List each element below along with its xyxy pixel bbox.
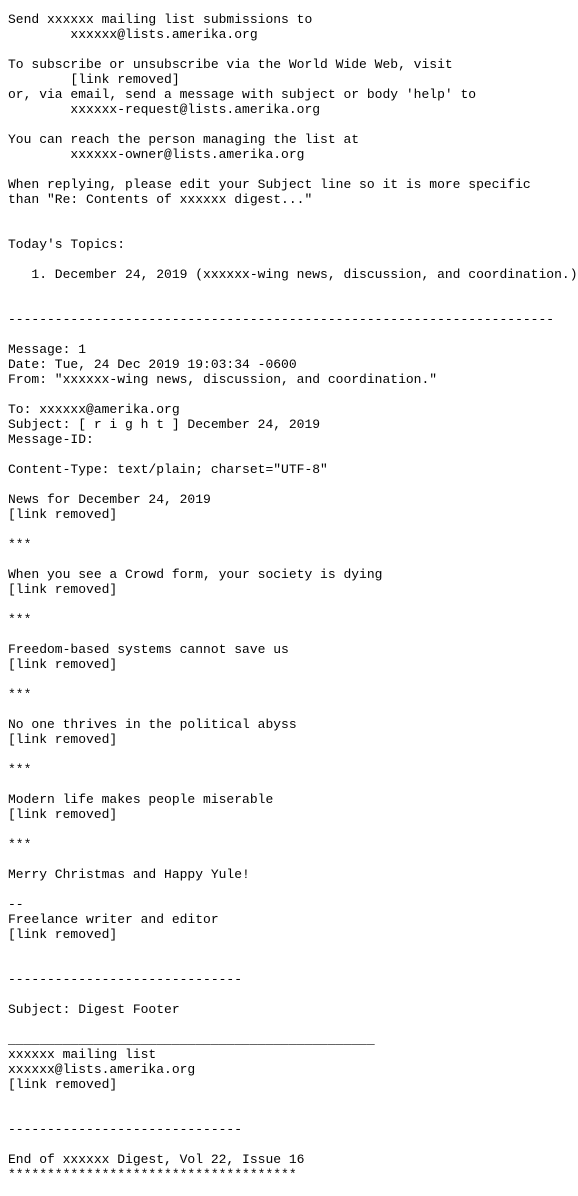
blank-line [8,747,578,762]
link-placeholder: [link removed] [8,507,118,522]
blank-line [8,822,578,837]
text-line: You can reach the person managing the list at [8,132,360,147]
blank-line [8,327,578,342]
blank-line [8,942,578,957]
blank-line [8,42,578,57]
text-line: Subject: [ r i g h t ] December 24, 2019 [8,417,321,432]
text-line: Content-Type: text/plain; charset="UTF-8" [8,462,328,477]
text-line: -- [8,897,24,912]
blank-line [8,222,578,237]
blank-line [8,852,578,867]
blank-line [8,477,578,492]
blank-line [8,207,578,222]
text-line: xxxxxx@lists.amerika.org [8,1062,196,1077]
text-line: Message-ID: [8,432,94,447]
digest-body [8,12,578,1182]
separator-line: ------------------------------ [8,972,243,987]
text-line: Date: Tue, 24 Dec 2019 19:03:34 -0600 [8,357,297,372]
text-line: 1. December 24, 2019 (xxxxxx-wing news, discussion, and coordination.) [8,267,578,282]
blank-line [8,117,578,132]
text-line: xxxxxx@lists.amerika.org [8,27,258,42]
blank-line [8,627,578,642]
blank-line [8,252,578,267]
link-placeholder: [link removed] [8,807,118,822]
blank-line [8,702,578,717]
link-placeholder: [link removed] [8,657,118,672]
text-line: Today's Topics: [8,237,126,252]
blank-line [8,522,578,537]
blank-line [8,957,578,972]
link-placeholder: [link removed] [8,927,118,942]
link-placeholder: [link removed] [8,732,118,747]
blank-line [8,162,578,177]
text-line: or, via email, send a message with subject or body 'help' to [8,87,477,102]
blank-line [8,777,578,792]
text-line: News for December 24, 2019 [8,492,211,507]
blank-line [8,882,578,897]
blank-line [8,1017,578,1032]
text-line: When you see a Crowd form, your society is dying [8,567,383,582]
asterisk-separator-line: *** [8,537,32,552]
asterisk-separator-line: *** [8,837,32,852]
text-line: No one thrives in the political abyss [8,717,297,732]
separator-line: ------------------------------ [8,1122,243,1137]
text-line: From: "xxxxxx-wing news, discussion, and coordination." [8,372,438,387]
blank-line [8,1092,578,1107]
blank-line [8,387,578,402]
text-line: Message: 1 [8,342,87,357]
blank-line [8,282,578,297]
blank-line [8,597,578,612]
text-line: Subject: Digest Footer [8,1002,180,1017]
blank-line [8,987,578,1002]
text-line: Freelance writer and editor [8,912,219,927]
link-placeholder: [link removed] [8,582,118,597]
link-placeholder: [link removed] [8,1077,118,1092]
text-line: Send xxxxxx mailing list submissions to [8,12,313,27]
blank-line [8,447,578,462]
text-line: When replying, please edit your Subject line so it is more specific [8,177,531,192]
blank-line [8,672,578,687]
link-placeholder: [link removed] [8,72,180,87]
separator-line: ---------------------------------------------------------------------- [8,312,555,327]
asterisk-separator-line: *** [8,762,32,777]
text-line: Merry Christmas and Happy Yule! [8,867,250,882]
asterisk-separator-line: *** [8,687,32,702]
underscore-separator-line: _______________________________________________ [8,1032,375,1047]
blank-line [8,552,578,567]
text-line: Modern life makes people miserable [8,792,274,807]
text-line: than "Re: Contents of xxxxxx digest..." [8,192,313,207]
asterisk-separator-line: *** [8,612,32,627]
text-line: To subscribe or unsubscribe via the World Wide Web, visit [8,57,453,72]
text-line: xxxxxx-request@lists.amerika.org [8,102,321,117]
blank-line [8,1137,578,1152]
text-line: End of xxxxxx Digest, Vol 22, Issue 16 [8,1152,305,1167]
text-line: To: xxxxxx@amerika.org [8,402,180,417]
asterisk-separator-line: ************************************* [8,1167,297,1182]
text-line: xxxxxx mailing list [8,1047,157,1062]
text-line: Freedom-based systems cannot save us [8,642,289,657]
blank-line [8,1107,578,1122]
text-line: xxxxxx-owner@lists.amerika.org [8,147,305,162]
blank-line [8,297,578,312]
